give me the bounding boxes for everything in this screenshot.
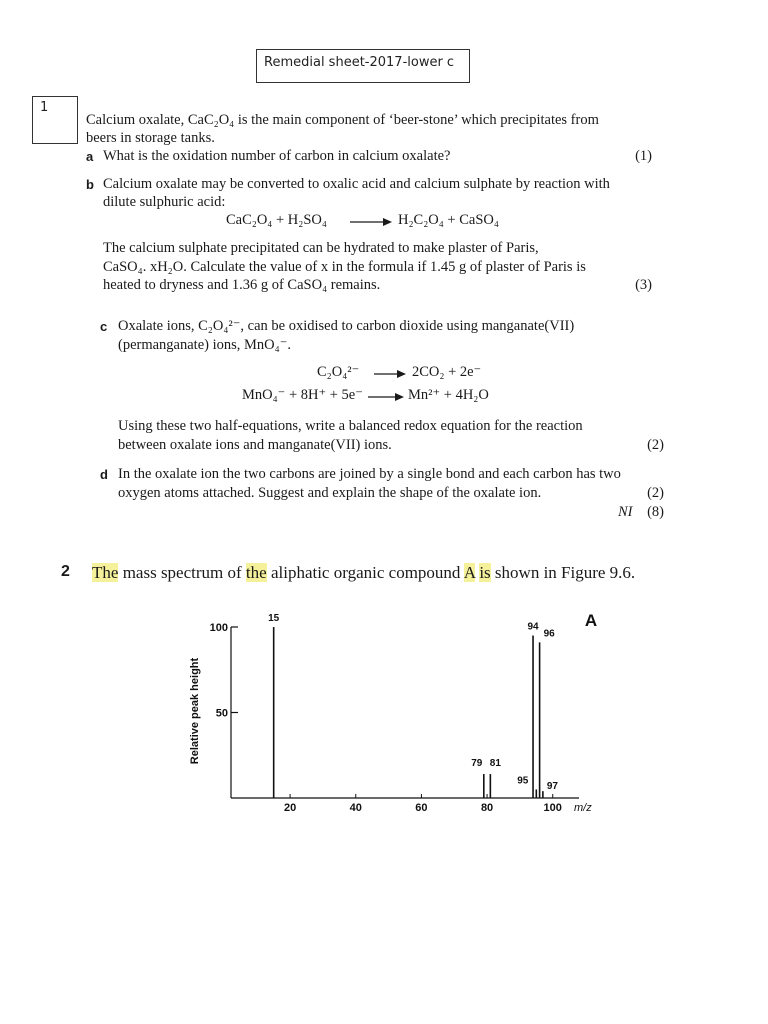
y-tick-label-50: 50 — [215, 707, 228, 720]
x-tick-label-60: 60 — [415, 802, 428, 814]
equation-b-left: CaC₂O₄ + H₂SO₄ — [226, 212, 327, 228]
part-b-label: b — [86, 177, 94, 192]
part-a-label: a — [86, 149, 94, 164]
peak-label-95: 95 — [517, 775, 529, 787]
highlight-compound-a: A — [463, 563, 476, 582]
part-d-marks: (2) — [647, 485, 664, 501]
y-axis-label: Relative peak height — [189, 657, 201, 765]
peak-label-79: 79 — [471, 758, 483, 770]
y-ticks — [210, 622, 238, 720]
equation-b-right: H₂C₂O₄ + CaSO₄ — [398, 212, 499, 228]
part-c-label: c — [100, 319, 108, 334]
part-d-label: d — [100, 467, 108, 482]
part-b-line-2: dilute sulphuric acid: — [103, 194, 226, 210]
question-source: NI — [618, 504, 633, 520]
part-b-marks: (3) — [635, 277, 652, 293]
part-b-line-1: Calcium oxalate may be converted to oxalic acid and calcium sulphate by reaction with — [103, 176, 610, 192]
part-b-line-3: The calcium sulphate precipitated can be hydrated to make plaster of Paris, — [103, 240, 539, 256]
peaks — [268, 613, 558, 798]
x-axis-label: m/z — [574, 802, 592, 814]
part-c-line-4: between oxalate ions and manganate(VII) ions. — [118, 437, 392, 453]
peak-label-15: 15 — [268, 613, 280, 624]
question-1-number: 1 — [40, 100, 49, 115]
x-ticks — [284, 794, 562, 814]
half-equation-2-right: Mn²⁺ + 4H₂O — [408, 387, 489, 403]
q2-text-part-3: shown in Figure 9.6. — [490, 563, 636, 582]
x-tick-label-100: 100 — [543, 802, 562, 814]
peak-label-96: 96 — [543, 628, 555, 640]
part-d-line-2: oxygen atoms attached. Suggest and explain the shape of the oxalate ion. — [118, 485, 542, 501]
question-2-number: 2 — [61, 563, 70, 580]
question-1-total-marks: (8) — [647, 504, 664, 520]
half-equation-1-left: C₂O₄²⁻ — [317, 364, 360, 380]
part-c-marks: (2) — [647, 437, 664, 453]
part-c-line-3: Using these two half-equations, write a balanced redox equation for the reaction — [118, 418, 583, 434]
highlight-is: is — [479, 563, 491, 582]
peak-label-94: 94 — [527, 621, 539, 633]
part-c-line-1: Oxalate ions, C₂O₄²⁻, can be oxidised to carbon dioxide using manganate(VII) — [118, 318, 575, 334]
part-b-line-5: heated to dryness and 1.36 g of CaSO₄ remains. — [103, 277, 381, 293]
x-tick-label-80: 80 — [480, 802, 494, 814]
part-b-line-4: CaSO₄. xH₂O. Calculate the value of x in the formula if 1.45 g of plaster of Paris is — [103, 259, 586, 275]
part-c-line-2: (permanganate) ions, MnO₄⁻. — [118, 337, 291, 353]
part-d-line-1: In the oxalate ion the two carbons are joined by a single bond and each carbon has two — [118, 466, 621, 482]
q2-text-part-2: aliphatic organic compound — [266, 563, 464, 582]
half-equation-1-right: 2CO₂ + 2e⁻ — [412, 364, 482, 380]
q1-intro-line-1: Calcium oxalate, CaC₂O₄ is the main component of ‘beer-stone’ which precipitates from — [86, 112, 599, 128]
highlight-the-1: The — [92, 563, 119, 582]
x-tick-label-40: 40 — [349, 802, 362, 814]
highlight-the-2: the — [245, 563, 267, 582]
chart-title: A — [584, 611, 598, 630]
peak-label-97: 97 — [546, 781, 559, 793]
sheet-title: Remedial sheet-2017-lower c — [264, 55, 455, 70]
q2-text-part-1: mass spectrum of — [118, 563, 246, 582]
part-a-marks: (1) — [635, 148, 652, 164]
x-tick-label-20: 20 — [283, 802, 297, 814]
half-equation-2-left: MnO₄⁻ + 8H⁺ + 5e⁻ — [242, 387, 363, 403]
y-tick-label-100: 100 — [209, 622, 228, 634]
q1-intro-line-2: beers in storage tanks. — [86, 130, 215, 146]
peak-label-81: 81 — [489, 758, 501, 770]
part-a-text: What is the oxidation number of carbon in calcium oxalate? — [103, 148, 451, 164]
